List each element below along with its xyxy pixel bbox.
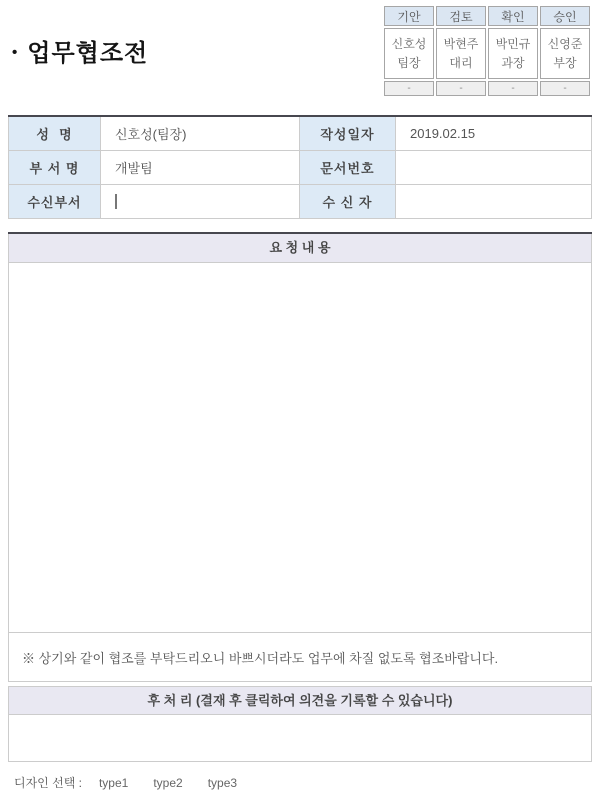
approval-stamp-cell[interactable]: - — [436, 81, 486, 96]
approval-signer-cell — [436, 28, 486, 79]
approval-signer-cell — [488, 28, 538, 79]
table-row — [9, 150, 592, 184]
cooperation-note: ※ 상기와 같이 협조를 부탁드리오니 바쁘시더라도 업무에 차질 없도록 협조바랍니다. — [8, 633, 592, 682]
request-section — [8, 232, 592, 682]
signer-name: 박현주 — [443, 36, 479, 51]
approval-header-cell: 검토 — [436, 6, 486, 26]
approval-header-row — [384, 6, 590, 26]
info-table — [8, 115, 592, 219]
title-text: 업무협조전 — [27, 40, 149, 67]
receiver-field[interactable] — [396, 184, 592, 218]
doc-number-label: 문서번호 — [300, 150, 396, 184]
signer-role: 부장 — [553, 55, 577, 70]
approval-stamp-cell[interactable]: - — [540, 81, 590, 96]
post-process-header: 후 처 리 (결재 후 클릭하여 의견을 기록할 수 있습니다) — [8, 686, 592, 715]
post-process-section — [8, 686, 592, 762]
doc-number-field[interactable] — [396, 150, 592, 184]
design-selector-label: 디자인 선택 : — [14, 776, 82, 790]
signer-role: 팀장 — [397, 55, 421, 70]
text-cursor — [115, 194, 117, 209]
approval-header-cell: 확인 — [488, 6, 538, 26]
request-content-area[interactable] — [8, 263, 592, 633]
design-option-type1[interactable]: type1 — [98, 776, 129, 790]
signer-name: 박민규 — [495, 36, 531, 51]
page-title — [12, 33, 148, 68]
design-option-type3[interactable]: type3 — [207, 776, 238, 790]
approval-stamp-cell[interactable]: - — [384, 81, 434, 96]
approval-table — [382, 4, 592, 98]
approval-signer-cell — [540, 28, 590, 79]
receiving-dept-field[interactable] — [101, 184, 300, 218]
signer-role: 과장 — [501, 55, 525, 70]
name-label: 성 명 — [9, 116, 101, 150]
receiving-dept-label: 수신부서 — [9, 184, 101, 218]
approval-signer-row — [384, 28, 590, 79]
approval-signer-cell — [384, 28, 434, 79]
department-label: 부 서 명 — [9, 150, 101, 184]
write-date-label: 작성일자 — [300, 116, 396, 150]
department-field[interactable]: 개발팀 — [101, 150, 300, 184]
signer-name: 신호성 — [391, 36, 427, 51]
signer-name: 신영준 — [547, 36, 583, 51]
table-row — [9, 116, 592, 150]
design-option-type2[interactable]: type2 — [153, 776, 183, 790]
signer-role: 대리 — [449, 55, 473, 70]
title-bullet-icon: • — [12, 44, 19, 61]
design-selector — [14, 774, 237, 791]
approval-stamp-row — [384, 81, 590, 96]
receiver-label: 수 신 자 — [300, 184, 396, 218]
table-row — [9, 184, 592, 218]
approval-header-cell: 기안 — [384, 6, 434, 26]
write-date-field[interactable]: 2019.02.15 — [396, 116, 592, 150]
name-field[interactable]: 신호성(팀장) — [101, 116, 300, 150]
approval-stamp-cell[interactable]: - — [488, 81, 538, 96]
request-section-header: 요 청 내 용 — [8, 234, 592, 263]
approval-header-cell: 승인 — [540, 6, 590, 26]
post-process-content-area[interactable] — [8, 715, 592, 762]
